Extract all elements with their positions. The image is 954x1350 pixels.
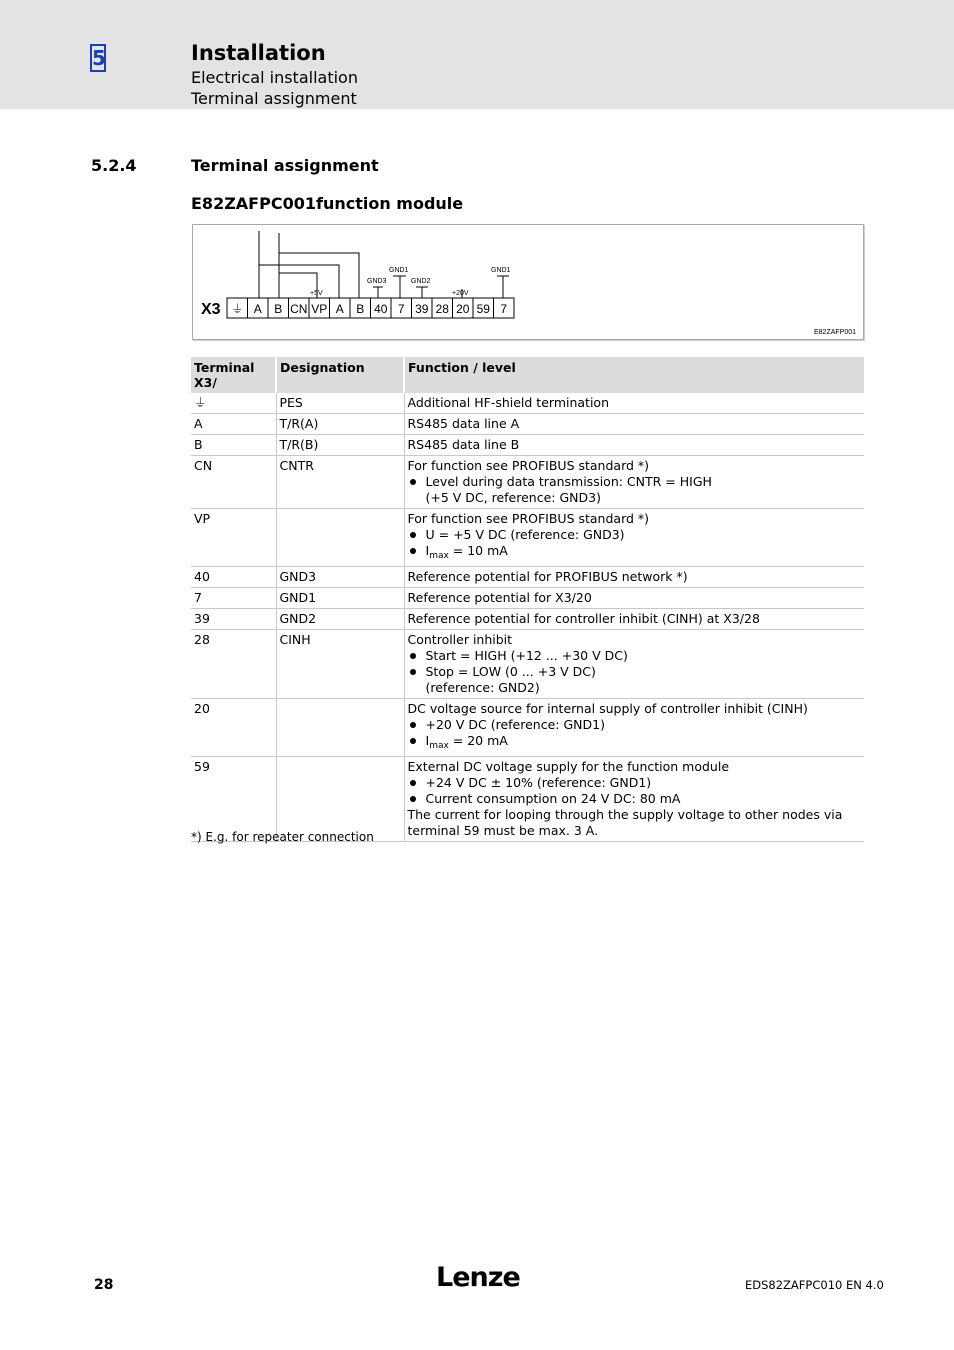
terminal-table — [191, 357, 864, 842]
bullet-item: U = +5 V DC (reference: GND3) — [408, 527, 862, 543]
table-row — [191, 435, 864, 456]
designation-cell: PES — [276, 393, 404, 414]
label-plus20v: +20V — [452, 290, 469, 297]
function-cell — [404, 630, 864, 699]
function-line: Reference potential for controller inhibit (CINH) at X3/28 — [407, 611, 760, 626]
terminal-cell-label: 7 — [397, 302, 405, 316]
table-row — [191, 456, 864, 509]
label-plus5v: +5V — [310, 290, 323, 297]
function-line: Reference potential for X3/20 — [407, 590, 592, 605]
terminal-cell-label: 40 — [374, 302, 388, 316]
designation-cell — [276, 757, 404, 842]
terminal-cell: B — [191, 435, 276, 456]
bullet-item — [408, 543, 862, 564]
page-number: 28 — [94, 1277, 114, 1293]
designation-cell: T/R(B) — [276, 435, 404, 456]
bullet-item: Level during data transmission: CNTR = HIGH — [408, 474, 862, 490]
bullet-item: Current consumption on 24 V DC: 80 mA — [408, 791, 862, 807]
table-row — [191, 630, 864, 699]
terminal-cell-label: 28 — [435, 302, 449, 316]
terminal-diagram-svg — [193, 225, 863, 339]
function-line: For function see PROFIBUS standard *) — [407, 511, 650, 526]
terminal-cell: 28 — [191, 630, 276, 699]
function-cell — [404, 567, 864, 588]
terminal-cell: CN — [191, 456, 276, 509]
chapter-title: Installation — [191, 41, 326, 65]
imax-symbol: I — [425, 733, 430, 748]
terminal-cell: 20 — [191, 699, 276, 757]
label-gnd3: GND3 — [367, 278, 387, 285]
function-cell — [404, 757, 864, 842]
designation-cell: GND1 — [276, 588, 404, 609]
function-line: For function see PROFIBUS standard *) — [407, 458, 650, 473]
terminal-cell-label: VP — [311, 302, 328, 316]
figure-id: E82ZAFP001 — [814, 329, 857, 336]
terminal-cell: VP — [191, 509, 276, 567]
function-line: RS485 data line A — [407, 416, 520, 431]
imax-value: = 10 mA — [448, 543, 508, 558]
lenze-logo: Lenze — [436, 1262, 520, 1293]
terminal-cell: 39 — [191, 609, 276, 630]
terminal-cell: ⏚ — [191, 393, 276, 414]
table-row — [191, 699, 864, 757]
table-row — [191, 414, 864, 435]
designation-cell: T/R(A) — [276, 414, 404, 435]
breadcrumb-level-1: Electrical installation — [191, 68, 358, 87]
function-line: External DC voltage supply for the function module — [407, 759, 730, 774]
footnote: *) E.g. for repeater connection — [191, 830, 374, 844]
imax-symbol: I — [425, 543, 430, 558]
designation-cell — [276, 509, 404, 567]
table-row — [191, 609, 864, 630]
label-gnd1-a: GND1 — [389, 267, 409, 274]
imax-value: = 20 mA — [448, 733, 508, 748]
table-row — [191, 567, 864, 588]
terminal-cell: 40 — [191, 567, 276, 588]
table-row — [191, 393, 864, 414]
function-line: (+5 V DC, reference: GND3) — [425, 490, 601, 505]
designation-cell: CNTR — [276, 456, 404, 509]
breadcrumb-level-2: Terminal assignment — [191, 89, 357, 108]
terminal-cell: 7 — [191, 588, 276, 609]
table-row — [191, 757, 864, 842]
terminal-cell-label: 59 — [476, 302, 490, 316]
terminal-cell-label: B — [274, 302, 283, 316]
terminal-cell-label: 39 — [415, 302, 429, 316]
header-terminal: Terminal X3/ — [191, 357, 276, 393]
terminal-cell-label: CN — [290, 302, 308, 316]
imax-subscript: max — [429, 741, 449, 751]
table-row — [191, 509, 864, 567]
function-line: Reference potential for PROFIBUS network *) — [407, 569, 688, 584]
label-gnd2: GND2 — [411, 278, 431, 285]
designation-cell: GND2 — [276, 609, 404, 630]
function-cell — [404, 456, 864, 509]
section-number: 5.2.4 — [91, 156, 137, 175]
terminal-cell-label: 7 — [500, 302, 508, 316]
label-gnd1-b: GND1 — [491, 267, 511, 274]
imax-subscript: max — [429, 551, 449, 561]
header-function: Function / level — [404, 357, 864, 393]
function-cell — [404, 435, 864, 456]
bullet-item: +24 V DC ± 10% (reference: GND1) — [408, 775, 862, 791]
designation-cell: CINH — [276, 630, 404, 699]
designation-cell — [276, 699, 404, 757]
terminal-cell-label: B — [356, 302, 365, 316]
section-title: Terminal assignment — [191, 156, 379, 175]
function-line: The current for looping through the supply voltage to other nodes via terminal 59 must be max. 3 A. — [407, 807, 843, 838]
function-cell — [404, 699, 864, 757]
chapter-number-link[interactable]: 5 — [92, 46, 106, 70]
terminal-diagram — [192, 224, 864, 340]
function-cell — [404, 609, 864, 630]
terminal-cell-label: A — [253, 302, 262, 316]
function-line: Controller inhibit — [407, 632, 513, 647]
bullet-item — [408, 733, 862, 754]
function-cell — [404, 414, 864, 435]
module-title: E82ZAFPC001function module — [191, 194, 464, 213]
function-line: Additional HF-shield termination — [407, 395, 609, 410]
function-line: (reference: GND2) — [425, 680, 540, 695]
function-cell — [404, 588, 864, 609]
bullet-item: Stop = LOW (0 ... +3 V DC) — [408, 664, 862, 680]
function-line: RS485 data line B — [407, 437, 520, 452]
function-line: DC voltage source for internal supply of controller inhibit (CINH) — [407, 701, 808, 716]
table-row — [191, 588, 864, 609]
function-cell — [404, 393, 864, 414]
terminal-cell-label: ⏚ — [231, 302, 244, 316]
designation-cell: GND3 — [276, 567, 404, 588]
header-band — [0, 0, 954, 109]
terminal-cell: 59 — [191, 757, 276, 842]
function-cell — [404, 509, 864, 567]
header-designation: Designation — [276, 357, 404, 393]
bullet-item: Start = HIGH (+12 ... +30 V DC) — [408, 648, 862, 664]
x3-label: X3 — [201, 301, 221, 318]
terminal-cell-label: A — [335, 302, 344, 316]
terminal-cell-label: 20 — [456, 302, 470, 316]
terminal-cell: A — [191, 414, 276, 435]
document-id: EDS82ZAFPC010 EN 4.0 — [745, 1278, 884, 1292]
bullet-item: +20 V DC (reference: GND1) — [408, 717, 862, 733]
